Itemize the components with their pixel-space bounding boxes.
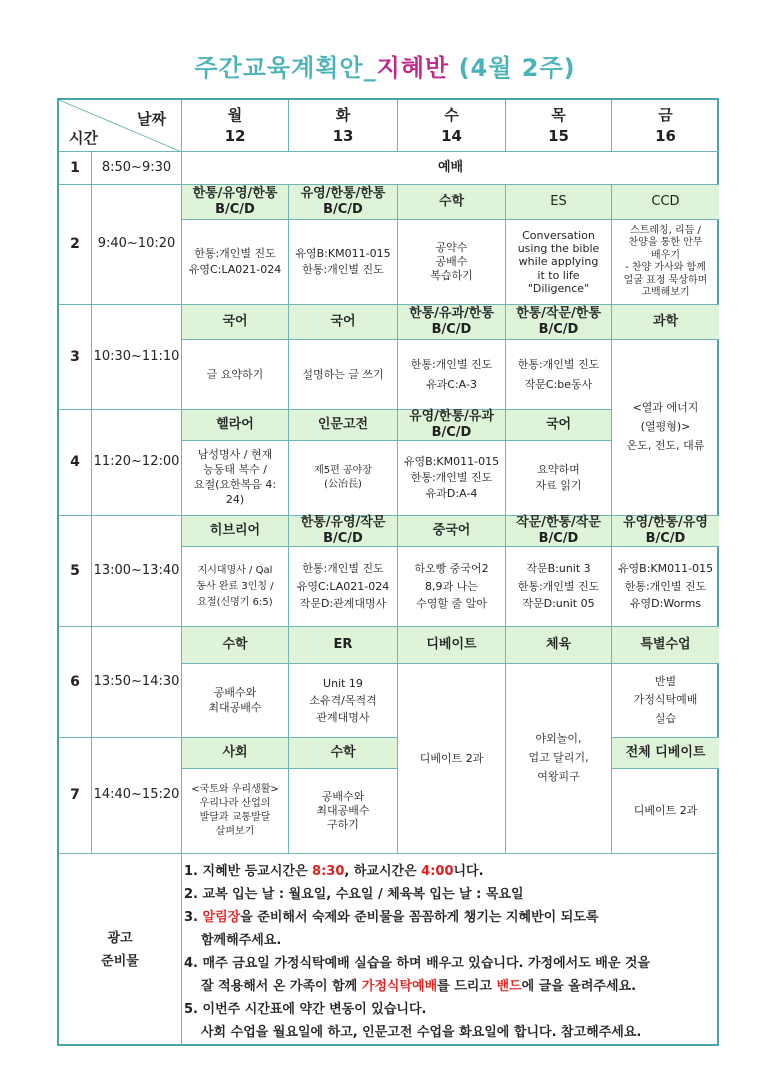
detail-cell: 한통:개인별 진도 유과C:A-3 bbox=[398, 340, 506, 410]
day-header-tue: 화 13 bbox=[289, 100, 398, 152]
detail-cell: 디베이트 2과 bbox=[612, 769, 719, 854]
day-header-mon: 월 12 bbox=[182, 100, 289, 152]
subject-cell: 국어 bbox=[506, 410, 612, 441]
period-number: 2 bbox=[59, 185, 92, 305]
detail-cell-merged: 디베이트 2과 bbox=[398, 664, 506, 854]
subject-cell: 유영/한통/유영 B/C/D bbox=[612, 516, 719, 547]
subject-cell: 특별수업 bbox=[612, 627, 719, 664]
subject-cell: 과학 bbox=[612, 305, 719, 340]
period-time: 9:40~10:20 bbox=[92, 185, 182, 305]
detail-cell: 하오빵 중국어2 8,9과 나는 수영할 줄 알아 bbox=[398, 547, 506, 627]
note-item-cont: 함께해주세요. bbox=[201, 933, 282, 948]
period-time: 10:30~11:10 bbox=[92, 305, 182, 410]
period-time: 8:50~9:30 bbox=[92, 152, 182, 185]
note-item: 3. 알림장을 준비해서 숙제와 준비물을 꼼꼼하게 챙기는 지혜반이 되도록 bbox=[184, 910, 599, 925]
detail-cell: <열과 에너지 (열평형)> 온도, 전도, 대류 bbox=[612, 340, 719, 516]
subject-cell: 유영/한통/유과 B/C/D bbox=[398, 410, 506, 441]
detail-cell: 유영B:KM011-015 한통:개인별 진도 유과D:A-4 bbox=[398, 441, 506, 516]
subject-cell: 중국어 bbox=[398, 516, 506, 547]
subject-cell: 한통/유영/작문 B/C/D bbox=[289, 516, 398, 547]
day-header-thu: 목 15 bbox=[506, 100, 612, 152]
period-number: 6 bbox=[59, 627, 92, 738]
date-header-label: 날짜 bbox=[137, 110, 166, 128]
subject-cell: 국어 bbox=[182, 305, 289, 340]
detail-cell: 설명하는 글 쓰기 bbox=[289, 340, 398, 410]
period-time: 13:50~14:30 bbox=[92, 627, 182, 738]
note-item-cont: 잘 적용해서 온 가족이 함께 가정식탁예배를 드리고 밴드에 글을 올려주세요. bbox=[201, 979, 637, 994]
period-time: 14:40~15:20 bbox=[92, 738, 182, 854]
subject-cell: 유영/한통/한통 B/C/D bbox=[289, 185, 398, 220]
detail-cell: 반별 가정식탁예배 실습 bbox=[612, 664, 719, 738]
detail-cell: 지시대명사 / Qal 동사 완료 3인칭 / 요절(신명기 6:5) bbox=[182, 547, 289, 627]
subject-cell: CCD bbox=[612, 185, 719, 220]
detail-cell: Conversation using the bible while applying it to life "Diligence" bbox=[506, 220, 612, 305]
subject-cell: 한통/작문/한통 B/C/D bbox=[506, 305, 612, 340]
detail-cell: 공배수와 최대공배수 구하기 bbox=[289, 769, 398, 854]
note-item-cont: 사회 수업을 월요일에 하고, 인문고전 수업을 화요일에 합니다. 참고해주세요. bbox=[201, 1025, 642, 1040]
detail-cell-merged: 야외놀이, 업고 달리기, 여왕피구 bbox=[506, 664, 612, 854]
detail-cell: 요약하며 자료 읽기 bbox=[506, 441, 612, 516]
subject-cell: 사회 bbox=[182, 738, 289, 769]
subject-cell: 전체 디베이트 bbox=[612, 738, 719, 769]
detail-cell: 한통:개인별 진도 유영C:LA021-024 bbox=[182, 220, 289, 305]
note-item: 2. 교복 입는 날 : 월요일, 수요일 / 체육복 입는 날 : 목요일 bbox=[184, 887, 524, 902]
time-header-label: 시간 bbox=[69, 129, 98, 147]
period-number: 1 bbox=[59, 152, 92, 185]
detail-cell: Unit 19 소유격/목적격 관계대명사 bbox=[289, 664, 398, 738]
schedule-table bbox=[57, 98, 719, 1046]
notes-label: 광고 준비물 bbox=[59, 854, 182, 1046]
detail-cell: 한통:개인별 진도 작문C:be동사 bbox=[506, 340, 612, 410]
subject-cell: 수학 bbox=[182, 627, 289, 664]
detail-cell: <국토와 우리생활> 우리나라 산업의 발달과 교통발달 살펴보기 bbox=[182, 769, 289, 854]
subject-cell: 작문/한통/작문 B/C/D bbox=[506, 516, 612, 547]
detail-cell: 유영B:KM011-015 한통:개인별 진도 유영D:Worms bbox=[612, 547, 719, 627]
period-number: 7 bbox=[59, 738, 92, 854]
subject-cell: 히브리어 bbox=[182, 516, 289, 547]
subject-cell: ES bbox=[506, 185, 612, 220]
subject-cell: 한통/유과/한통 B/C/D bbox=[398, 305, 506, 340]
detail-cell: 남성명사 / 현재 능동태 복수 / 요절(요한복음 4: 24) bbox=[182, 441, 289, 516]
subject-cell: 헬라어 bbox=[182, 410, 289, 441]
detail-cell: 공약수 공배수 복습하기 bbox=[398, 220, 506, 305]
detail-cell: 유영B:KM011-015 한통:개인별 진도 bbox=[289, 220, 398, 305]
subject-cell: 수학 bbox=[289, 738, 398, 769]
day-header-wed: 수 14 bbox=[398, 100, 506, 152]
subject-cell: 국어 bbox=[289, 305, 398, 340]
period-time: 11:20~12:00 bbox=[92, 410, 182, 516]
subject-cell: 체육 bbox=[506, 627, 612, 664]
page-title: 주간교육계획안_지혜반 (4월 2주) bbox=[194, 54, 576, 82]
class-name: 지혜반 bbox=[376, 54, 450, 82]
subject-cell: 수학 bbox=[398, 185, 506, 220]
period-number: 4 bbox=[59, 410, 92, 516]
detail-cell: 글 요약하기 bbox=[182, 340, 289, 410]
day-header-fri: 금 16 bbox=[612, 100, 719, 152]
subject-cell: 인문고전 bbox=[289, 410, 398, 441]
period-number: 3 bbox=[59, 305, 92, 410]
notes-list bbox=[184, 855, 719, 1044]
worship-cell: 예배 bbox=[182, 152, 719, 185]
note-item: 4. 매주 금요일 가정식탁예배 실습을 하며 배우고 있습니다. 가정에서도 배운 것을 bbox=[184, 956, 651, 971]
detail-cell: 스트레칭, 리듬 / 찬양을 통한 안무 배우기 - 찬양 가사와 함께 얼굴 표정 묵상하며 고백해보기 bbox=[612, 220, 719, 305]
period-number: 5 bbox=[59, 516, 92, 627]
note-item: 1. 지혜반 등교시간은 8:30, 하교시간은 4:00니다. bbox=[184, 864, 484, 879]
detail-cell: 제5편 공야장 (公冶長) bbox=[289, 441, 398, 516]
note-item: 5. 이번주 시간표에 약간 변동이 있습니다. bbox=[184, 1002, 427, 1017]
subject-cell: ER bbox=[289, 627, 398, 664]
detail-cell: 작문B:unit 3 한통:개인별 진도 작문D:unit 05 bbox=[506, 547, 612, 627]
detail-cell: 한통:개인별 진도 유영C:LA021-024 작문D:관계대명사 bbox=[289, 547, 398, 627]
subject-cell: 한통/유영/한통 B/C/D bbox=[182, 185, 289, 220]
subject-cell: 디베이트 bbox=[398, 627, 506, 664]
detail-cell: 공배수와 최대공배수 bbox=[182, 664, 289, 738]
period-time: 13:00~13:40 bbox=[92, 516, 182, 627]
